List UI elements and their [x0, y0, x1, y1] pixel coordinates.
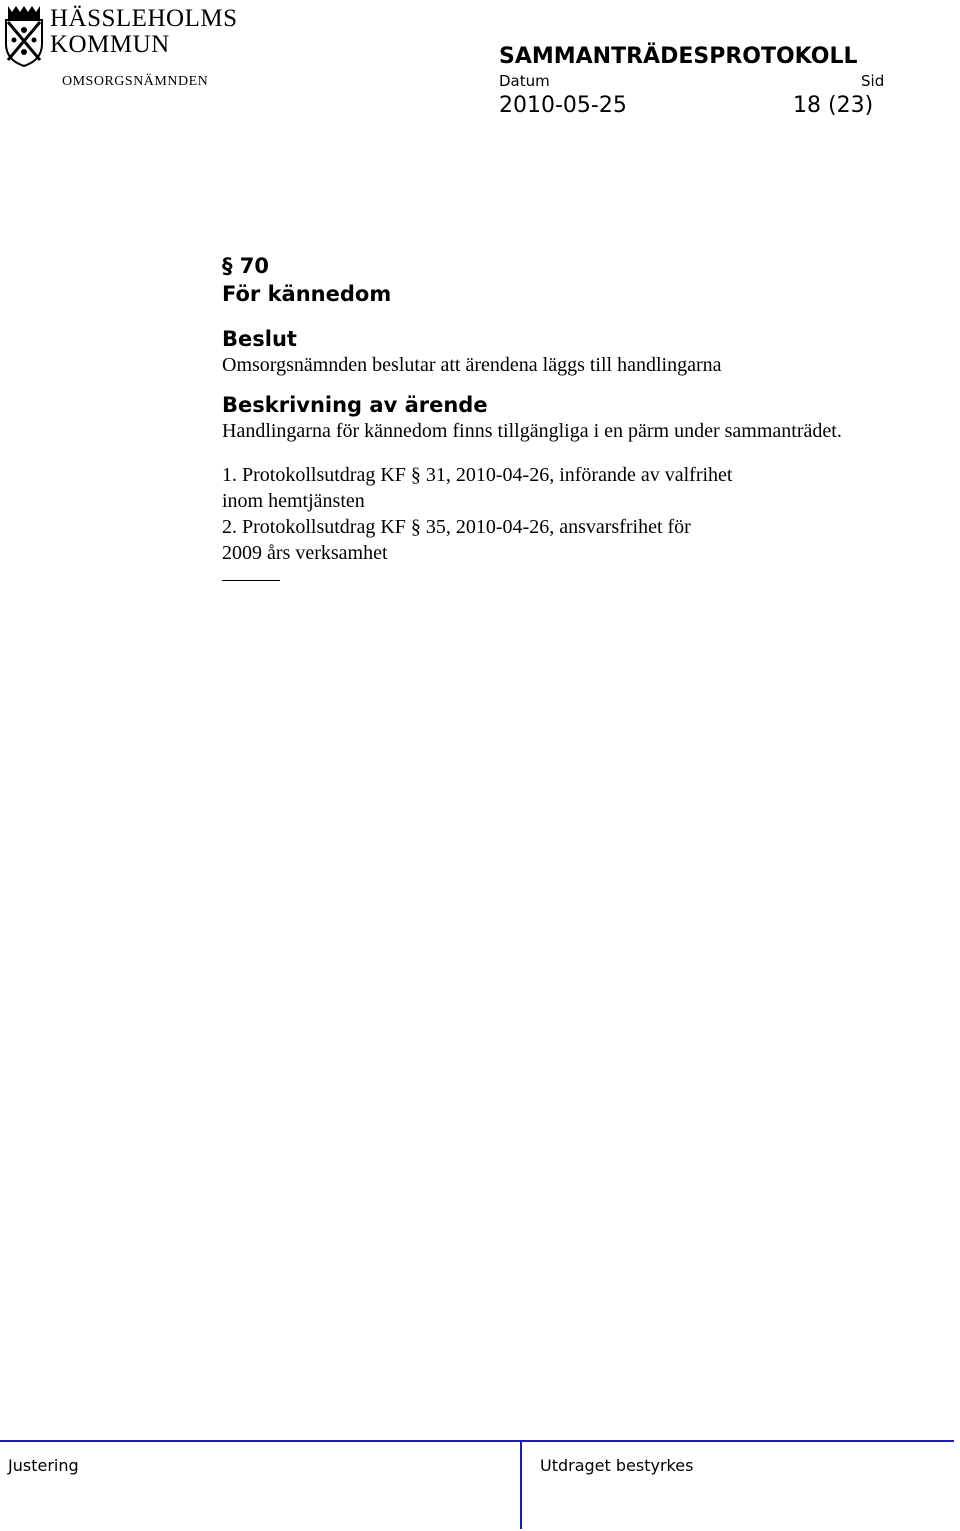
list-item-line: 2009 års verksamhet [222, 542, 388, 564]
list-item-line: 1. Protokollsutdrag KF § 31, 2010-04-26, införande av valfrihet [222, 464, 733, 486]
page-label: Sid [861, 72, 885, 90]
description-text: Handlingarna för kännedom finns tillgängliga i en pärm under sammanträdet. [222, 420, 842, 442]
certified-extract-label: Utdraget bestyrkes [540, 1456, 694, 1475]
committee-name: OMSORGSNÄMNDEN [62, 74, 209, 89]
page-value: 18 (23) [793, 93, 874, 118]
organization-name [50, 6, 237, 58]
end-separator [222, 580, 280, 581]
section-content [222, 252, 952, 581]
document-type: SAMMANTRÄDESPROTOKOLL [499, 44, 858, 69]
footer-rule [0, 1440, 954, 1442]
list-item [222, 462, 952, 514]
section-number: § 70 [222, 254, 270, 278]
footer-divider [520, 1441, 522, 1529]
organization-name-line2: KOMMUN [50, 31, 170, 58]
date-label: Datum [499, 72, 550, 90]
section-title: För kännedom [222, 282, 392, 306]
description-heading: Beskrivning av ärende [222, 393, 488, 417]
decision-text: Omsorgsnämnden beslutar att ärendena läggs till handlingarna [222, 354, 722, 376]
date-value: 2010-05-25 [499, 93, 627, 118]
justering-label: Justering [8, 1456, 79, 1475]
list-item-line: 2. Protokollsutdrag KF § 35, 2010-04-26, ansvarsfrihet för [222, 516, 691, 538]
coat-of-arms-icon [2, 4, 46, 68]
organization-name-line1: HÄSSLEHOLMS [50, 5, 238, 32]
list-item [222, 514, 952, 566]
decision-heading: Beslut [222, 327, 297, 351]
list-item-line: inom hemtjänsten [222, 490, 365, 512]
